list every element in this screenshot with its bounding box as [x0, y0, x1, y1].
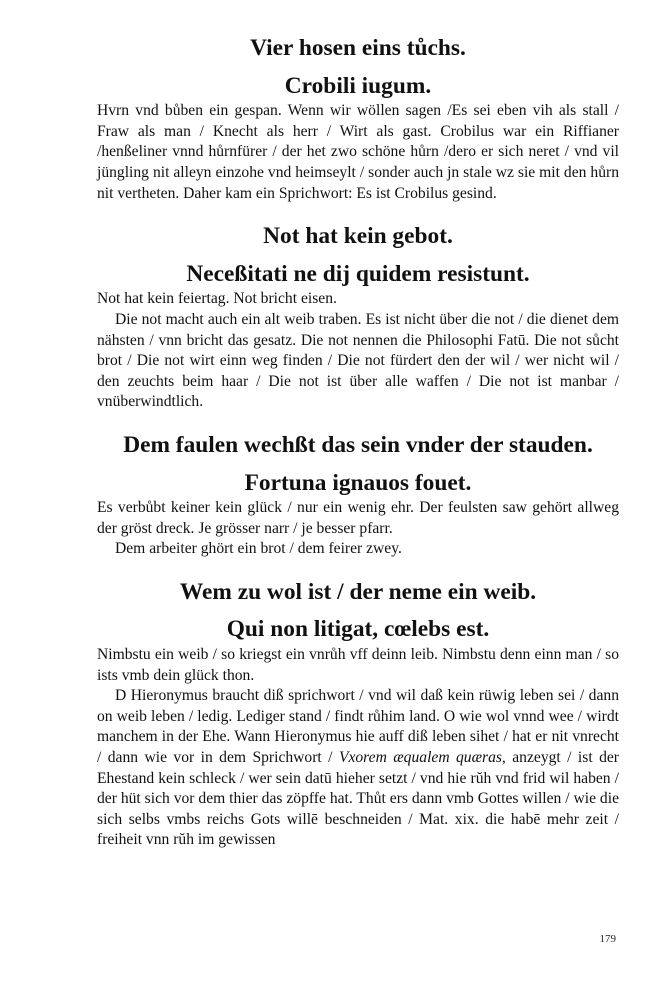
page-text: [97, 35, 619, 851]
section-not: [97, 223, 619, 413]
heading-latin: Neceßitati ne dij quidem resistunt.: [186, 260, 530, 287]
heading-german: Not hat kein gebot.: [263, 223, 453, 250]
latin-quote: Vxorem æqualem quæras,: [338, 749, 506, 767]
section-crobili: [97, 35, 619, 204]
heading-latin: Fortuna ignauos fouet.: [244, 469, 472, 496]
heading-latin: Qui non litigat, cœlebs est.: [226, 616, 490, 643]
paragraph-text: anzeygt / ist der Ehestand kein schleck / wer sein datū hieher setzt / vnd hie rŭh vnd frid wil haben / der hüt sich vor dem thier das zöpffe hat. Thůt ers dann vmb Gottes willen / wie die sich selbs vmbs reichs Gots willē beschneiden / Mat. xix. die habē mehr zeit / freiheit vnn rŭh im gewissen: [97, 749, 619, 849]
heading-german: Dem faulen wechßt das sein vnder der stauden.: [123, 431, 593, 458]
paragraph: Dem arbeiter ghört ein brot / dem feirer zwey.: [115, 540, 402, 558]
paragraph: Hvrn vnd bůben ein gespan. Wenn wir wöllen sagen /Es sei eben vih als stall / Fraw als man / Knecht als herr / Wirt als gast. Crobilus war ein Riffianer /henßeliner vnnd hůrnfürer / der het zwo schöne hůrn /dero er sich neret / vnd vil jüngling nit alleyn einzohe vnd heimseylt / sonder auch jn stale wz sie mit den hůrn nit vertheten. Daher kam ein Sprichwort: Es ist Crobilus gesind.: [97, 102, 619, 202]
heading-latin: Crobili iugum.: [284, 72, 432, 99]
paragraph: Es verbůbt keiner kein glück / nur ein wenig ehr. Der feulsten saw gehört allweg der gröst dreck. Je grösser narr / je besser pfarr.: [97, 499, 619, 537]
page-number: 179: [599, 933, 616, 945]
paragraph: Nimbstu ein weib / so kriegst ein vnrůh vff deinn leib. Nimbstu denn einn man / so ists vmb dein glück thon.: [97, 646, 619, 684]
section-faulen: [97, 431, 619, 560]
paragraph: Die not macht auch ein alt weib traben. Es ist nicht über die not / die dienet dem nähsten / vnn bricht das gesatz. Die not nennen die Philosophi Fatū. Die not sůcht brot / Die not wirt einn weg finden / Die not fürdert den der wil / wer nicht wil / den zeuchts beim haar / Die not ist über alle waffen / Die not ist manbar / vnüberwindtlich.: [97, 310, 619, 411]
heading-german: Wem zu wol ist / der neme ein weib.: [179, 578, 537, 605]
paragraph-text: D Hieronymus braucht diß sprichwort / vnd wil daß kein rüwig leben sei / dann on weib leben / ledig. Lediger stand / findt růhim land. O wie wol vnnd wee / wirdt manchem in der Ehe. Wann Hieronymus hie auff diß leben sihet / hat er nit vnrecht / dann wie vor in dem Sprichwort /: [97, 687, 619, 767]
paragraph: Not hat kein feiertag. Not bricht eisen.: [97, 290, 337, 308]
heading-german: Vier hosen eins tůchs.: [250, 35, 466, 61]
paragraph: [97, 686, 619, 851]
section-weib: [97, 578, 619, 851]
